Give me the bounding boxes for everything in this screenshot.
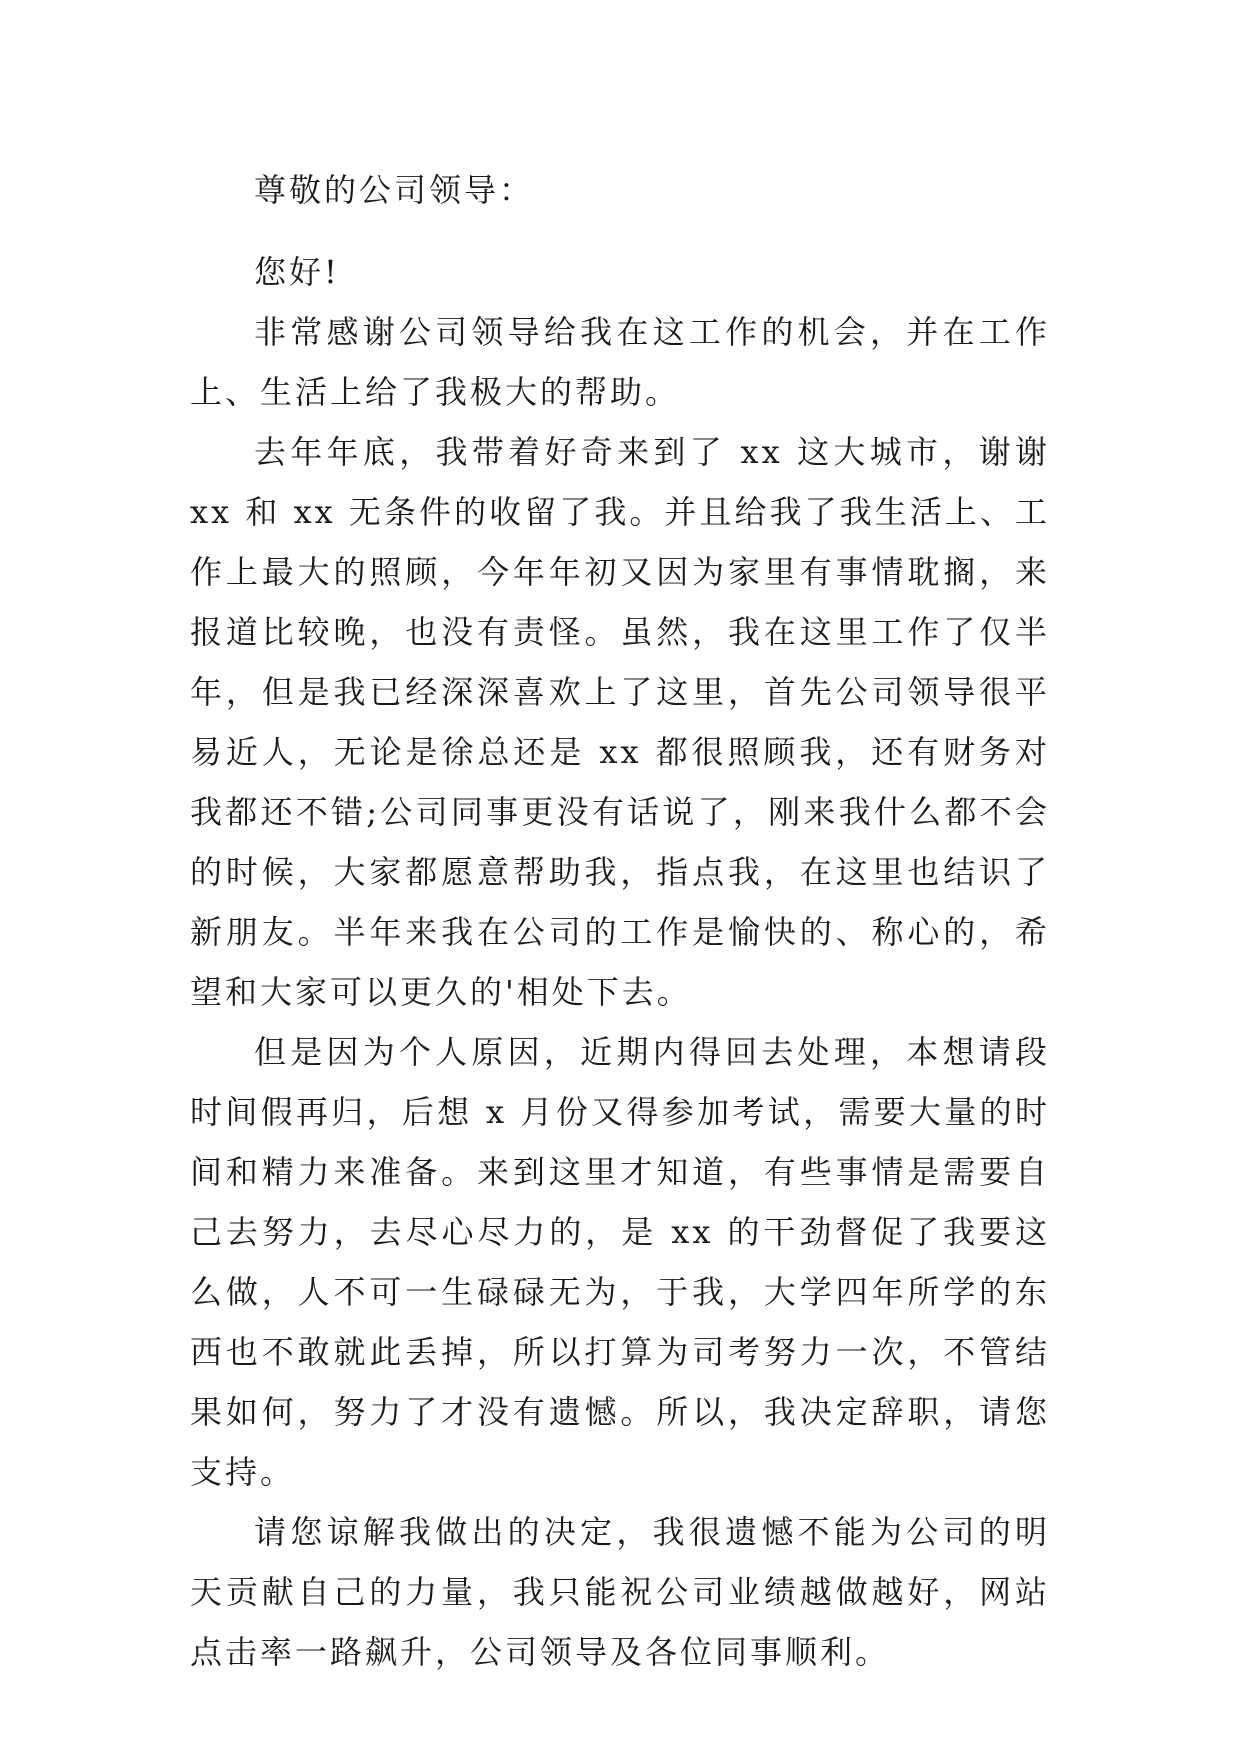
salutation: 尊敬的公司领导： xyxy=(254,171,535,209)
resignation-letter xyxy=(190,160,1050,1682)
paragraph-closing: 请您谅解我做出的决定，我很遗憾不能为公司的明天贡献自己的力量，我只能祝公司业绩越做越好，网站点击率一路飙升，公司领导及各位同事顺利。 xyxy=(190,1513,1050,1671)
greeting: 您好! xyxy=(254,253,340,291)
paragraph-thanks: 非常感谢公司领导给我在这工作的机会，并在工作上、生活上给了我极大的帮助。 xyxy=(190,313,1050,411)
paragraph-experience: 去年年底，我带着好奇来到了 xx 这大城市，谢谢 xx 和 xx 无条件的收留了我。并且给我了我生活上、工作上最大的照顾，今年年初又因为家里有事情耽搁，来报道比较晚，也没有责怪。虽然，我在这里工作了仅半年，但是我已经深深喜欢上了这里，首先公司领导很平易近人，无论是徐总还是 xx 都很照顾我，还有财务对我都还不错;公司同事更没有话说了，刚来我什么都不会的时候，大家都愿意帮助我，指点我，在这里也结识了新朋友。半年来我在公司的工作是愉快的、称心的，希望和大家可以更久的'相处下去。 xyxy=(190,433,1050,1011)
paragraph-reason: 但是因为个人原因，近期内得回去处理，本想请段时间假再归，后想 x 月份又得参加考试，需要大量的时间和精力来准备。来到这里才知道，有些事情是需要自己去努力，去尽心尽力的，是 xx 的干劲督促了我要这么做，人不可一生碌碌无为，于我，大学四年所学的东西也不敢就此丢掉，所以打算为司考努力一次，不管结果如何，努力了才没有遗憾。所以，我决定辞职，请您支持。 xyxy=(190,1033,1050,1491)
